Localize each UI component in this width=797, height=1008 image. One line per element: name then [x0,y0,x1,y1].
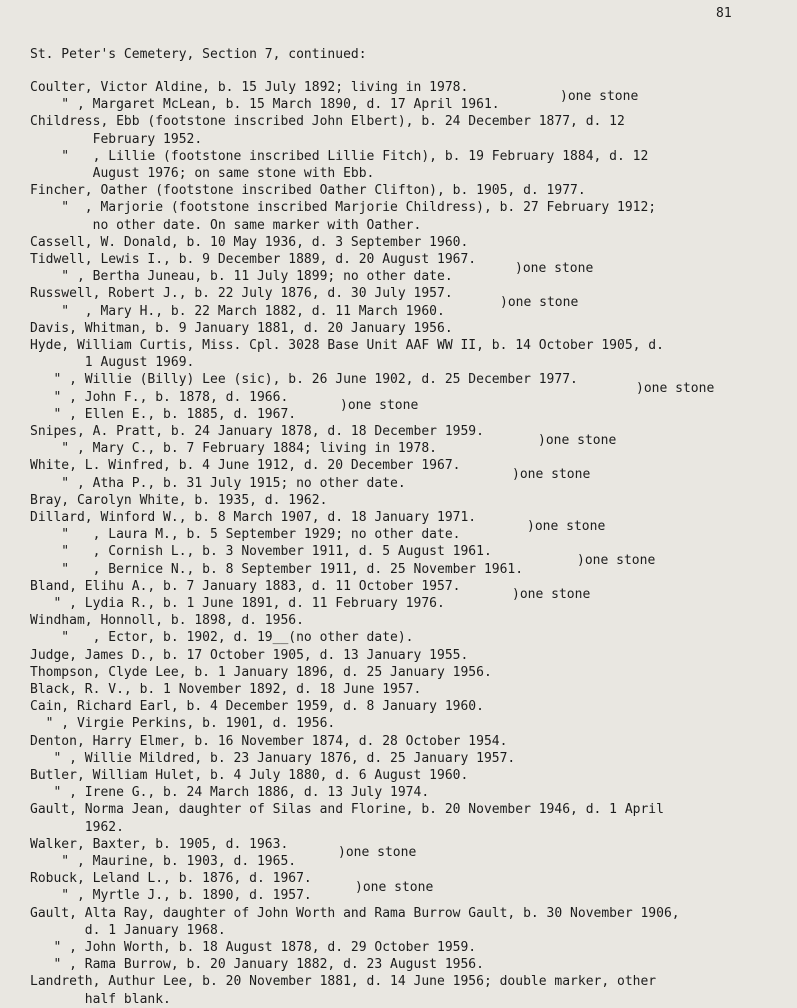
entry-line: Dillard, Winford W., b. 8 March 1907, d. 18 January 1971. [30,510,477,525]
one-stone-note: )one stone [527,518,606,534]
one-stone-note: )one stone [538,432,617,448]
entry-line: Snipes, A. Pratt, b. 24 January 1878, d. 18 December 1959. [30,424,484,439]
one-stone-note: )one stone [512,587,591,603]
entry-line: Gault, Norma Jean, daughter of Silas and Florine, b. 20 November 1946, d. 1 April [30,802,664,818]
entry-line: " , Atha P., b. 31 July 1915; no other date. [30,475,406,491]
entry-line: Walker, Baxter, b. 1905, d. 1963. [30,836,289,852]
one-stone-note: )one stone [560,88,639,104]
entry-line: 1962. [30,819,124,835]
entry-line: " , Laura M., b. 5 September 1929; no other date. [30,527,461,543]
section-heading: St. Peter's Cemetery, Section 7, continued: [30,47,367,62]
entry-line: half blank. [30,991,171,1007]
entry-line: " , Ellen E., b. 1885, d. 1967. [30,406,297,422]
entry-line: Tidwell, Lewis I., b. 9 December 1889, d. 20 August 1967. [30,252,477,267]
entry-line: d. 1 January 1968. [30,922,226,938]
one-stone-note: )one stone [636,381,715,396]
one-stone-note: )one stone [340,398,419,414]
entry-line: " , Irene G., b. 24 March 1886, d. 13 July 1974. [30,785,430,801]
entry-line: Bland, Elihu A., b. 7 January 1883, d. 11 October 1957. [30,578,461,594]
entry-line: Hyde, William Curtis, Miss. Cpl. 3028 Base Unit AAF WW II, b. 14 October 1905, d. [30,338,664,353]
entry-line: " , Marjorie (footstone inscribed Marjorie Childress), b. 27 February 1912; [30,200,657,216]
entry-line: Coulter, Victor Aldine, b. 15 July 1892; living in 1978. [30,80,469,95]
entry-line: " , Maurine, b. 1903, d. 1965. [30,854,297,869]
entry-line: Windham, Honnoll, b. 1898, d. 1956. [30,613,304,629]
entry-line: 1 August 1969. [30,355,195,371]
entry-line: " , Mary C., b. 7 February 1884; living in 1978. [30,441,437,457]
one-stone-note: )one stone [577,553,656,568]
entry-line: " , Willie (Billy) Lee (sic), b. 26 June 1902, d. 25 December 1977. [30,372,578,388]
one-stone-note: )one stone [338,845,417,861]
entry-line: Judge, James D., b. 17 October 1905, d. 13 January 1955. [30,647,469,663]
entry-line: Russwell, Robert J., b. 22 July 1876, d. 30 July 1957. [30,286,453,302]
one-stone-note: )one stone [500,295,579,310]
entry-line: " , Virgie Perkins, b. 1901, d. 1956. [30,716,336,732]
entry-line: Fincher, Oather (footstone inscribed Oather Clifton), b. 1905, d. 1977. [30,183,586,199]
entry-line: Robuck, Leland L., b. 1876, d. 1967. [30,871,312,887]
entry-line: " , Bertha Juneau, b. 11 July 1899; no other date. [30,269,453,285]
entry-line: Bray, Carolyn White, b. 1935, d. 1962. [30,492,328,508]
entry-line: " , Cornish L., b. 3 November 1911, d. 5 August 1961. [30,544,492,560]
entry-line: Gault, Alta Ray, daughter of John Worth and Rama Burrow Gault, b. 30 November 1906, [30,905,680,921]
entry-line: " , Ector, b. 1902, d. 19__(no other date). [30,630,414,646]
entry-line: Denton, Harry Elmer, b. 16 November 1874, d. 28 October 1954. [30,733,508,749]
entry-line: no other date. On same marker with Oather. [30,217,422,233]
one-stone-note: )one stone [355,879,434,895]
entry-line: " , Myrtle J., b. 1890, d. 1957. [30,888,312,904]
entry-line: Black, R. V., b. 1 November 1892, d. 18 June 1957. [30,682,422,697]
entry-line: White, L. Winfred, b. 4 June 1912, d. 20 December 1967. [30,458,461,474]
entry-line: " , Rama Burrow, b. 20 January 1882, d. 23 August 1956. [30,957,484,973]
entry-line: " , John F., b. 1878, d. 1966. [30,389,289,405]
entry-line: February 1952. [30,131,203,147]
entry-line: Davis, Whitman, b. 9 January 1881, d. 20 January 1956. [30,320,453,336]
entry-line: " , Lydia R., b. 1 June 1891, d. 11 February 1976. [30,596,445,611]
entry-line: Childress, Ebb (footstone inscribed John Elbert), b. 24 December 1877, d. 12 [30,114,625,130]
entry-line: " , Bernice N., b. 8 September 1911, d. 25 November 1961. [30,561,524,577]
entry-line: Cain, Richard Earl, b. 4 December 1959, d. 8 January 1960. [30,699,484,715]
page-number: 81 [716,6,732,21]
entry-line: Thompson, Clyde Lee, b. 1 January 1896, d. 25 January 1956. [30,664,492,680]
entry-line: Cassell, W. Donald, b. 10 May 1936, d. 3 September 1960. [30,234,469,250]
entry-line: " , Margaret McLean, b. 15 March 1890, d. 17 April 1961. [30,97,500,113]
entry-line: " , Lillie (footstone inscribed Lillie Fitch), b. 19 February 1884, d. 12 [30,148,649,164]
entry-line: August 1976; on same stone with Ebb. [30,166,375,181]
entry-line: " , Willie Mildred, b. 23 January 1876, d. 25 January 1957. [30,750,516,766]
one-stone-note: )one stone [512,467,591,482]
entry-line: Butler, William Hulet, b. 4 July 1880, d. 6 August 1960. [30,768,469,783]
one-stone-note: )one stone [515,260,594,276]
entry-line: " , John Worth, b. 18 August 1878, d. 29 October 1959. [30,940,477,955]
entry-line: Landreth, Authur Lee, b. 20 November 1881, d. 14 June 1956; double marker, other [30,974,657,990]
entry-line: " , Mary H., b. 22 March 1882, d. 11 March 1960. [30,303,445,319]
